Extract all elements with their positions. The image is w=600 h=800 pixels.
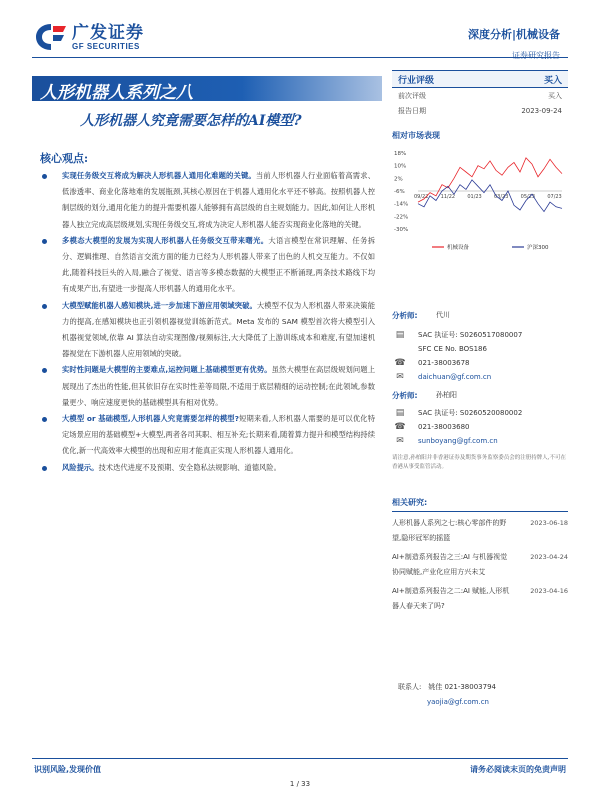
page-number: 1 / 33 xyxy=(289,780,311,788)
core-heading: 核心观点: xyxy=(40,152,89,165)
footer-disclaimer: 请务必阅读末页的免责声明 xyxy=(470,765,566,774)
report-category: 深度分析|机械设备 xyxy=(467,28,560,41)
series-banner xyxy=(32,76,382,101)
bullet-dot-icon xyxy=(42,174,47,179)
core-bullets xyxy=(40,168,375,476)
analyst-name-row xyxy=(392,308,568,322)
related-title[interactable]: 人形机器人系列之七:核心零部件的野望,隐形冠军的摇篮 xyxy=(392,519,507,542)
report-type: 证券研究报告 xyxy=(512,51,560,60)
bullet-item xyxy=(40,298,375,363)
bullet-bold: 多模态大模型的发展为实现人形机器人任务级交互带来曙光。 xyxy=(62,235,269,245)
analyst-phone-row xyxy=(392,420,568,434)
bullet-dot-icon xyxy=(42,368,47,373)
company-name-en: GF SECURITIES xyxy=(72,41,140,51)
x-tick-label: 11/22 xyxy=(440,194,456,200)
x-tick-label: 07/23 xyxy=(547,194,562,200)
analyst-sac-row xyxy=(392,406,568,420)
report-subtitle: 人形机器人究竟需要怎样的AI模型? xyxy=(80,113,302,129)
document-icon: ▤ xyxy=(395,330,405,340)
y-tick-label: -30% xyxy=(394,227,409,233)
bullet-bold: 大模型赋能机器人感知模块,进一步加速下游应用领域突破。 xyxy=(62,300,257,310)
y-tick-label: -22% xyxy=(394,214,409,221)
related-item[interactable] xyxy=(392,550,568,580)
legend-label: 机械设备 xyxy=(447,245,470,251)
related-date: 2023-06-18 xyxy=(530,519,568,527)
bullet-text: 当前人形机器人行业面临着高需求、低渗透率、商业化落地难的发展瓶颈,其核心原因在于机器人通用化水平还不够高。按照机器人控制层级的划分,通用化能力的提升需要机器人能够拥有高层级的自主规划能力。因此,如何让人形机器人独立完成高层级规划,实现任务级交互,将成为决定人形机器人能否实现商业化落地的关键。 xyxy=(62,171,375,229)
analyst-sac: SAC 执证号: S0260517080007 xyxy=(418,331,523,339)
series-line xyxy=(418,180,562,212)
rating-bar xyxy=(392,70,568,88)
analyst-email-row xyxy=(392,434,568,448)
header-divider xyxy=(32,57,568,58)
footer-divider xyxy=(32,758,568,759)
prev-rating-label: 前次评级 xyxy=(398,91,426,100)
prev-rating-row xyxy=(392,88,568,103)
bullet-item xyxy=(40,411,375,460)
contact-name-phone: 姚佳 021-38003794 xyxy=(428,683,496,691)
analyst-label: 分析师: xyxy=(392,310,418,320)
report-date-label: 报告日期 xyxy=(398,106,426,115)
chart-section-title: 相对市场表现 xyxy=(392,131,440,140)
analyst-sfc: SFC CE No. BOS186 xyxy=(418,345,487,353)
x-tick-label: 03/23 xyxy=(494,194,509,200)
related-item[interactable] xyxy=(392,584,568,614)
y-tick-label: -6% xyxy=(394,189,405,195)
analyst-phone: 021-38003678 xyxy=(418,359,470,367)
bullet-item xyxy=(40,362,375,411)
related-title[interactable]: AI+制造系列报告之二:AI 赋能,人形机器人春天来了吗? xyxy=(392,587,510,610)
document-icon: ▤ xyxy=(395,408,405,418)
analyst-email[interactable]: sunboyang@gf.com.cn xyxy=(418,437,498,445)
analyst-phone: 021-38003680 xyxy=(418,423,470,431)
bullet-bold: 大模型 or 基础模型,人形机器人究竟需要怎样的模型? xyxy=(62,414,239,424)
bullet-text: 大模型不仅为人形机器人带来决策能力的提高,在感知模块也正引领机器视觉训练新范式。Meta 发布的 SAM 模型首次将大模型引入机器视觉领域,依靠 AI 算法自动实现图像/视频标注,大大降低了上游训练成本和难度,有望加速机器视觉在下游机器人应用领域的突破。 xyxy=(62,300,375,359)
bullet-item xyxy=(40,233,375,298)
related-research xyxy=(392,497,568,614)
bullet-text: 技术迭代进度不及预期、安全隐私法规影响、道德风险。 xyxy=(98,462,281,472)
phone-icon: ☎ xyxy=(394,422,406,432)
footer-slogan: 识别风险,发现价值 xyxy=(34,765,102,774)
chart-svg xyxy=(392,147,568,257)
analyst-phone-row xyxy=(392,356,568,370)
x-tick-label: 05/23 xyxy=(520,194,536,200)
related-date: 2023-04-16 xyxy=(530,587,568,595)
contact-email[interactable]: yaojia@gf.com.cn xyxy=(427,698,489,706)
rating-value: 买入 xyxy=(543,75,562,86)
analyst-email[interactable]: daichuan@gf.com.cn xyxy=(418,373,492,381)
report-date-row xyxy=(392,103,568,118)
prev-rating-value: 买入 xyxy=(548,91,562,100)
legend-label: 沪深300 xyxy=(527,245,549,251)
bullet-text: 虽然大模型在高层级规划问题上展现出了杰出的性能,但其依旧存在实时性差等局限,不适用于底层精细的运动控制;在此领域,参数量更少、响应速度更快的基础模型具有相对优势。 xyxy=(62,365,375,407)
related-item[interactable] xyxy=(392,516,568,546)
company-name-cn: 广发证券 xyxy=(72,22,144,43)
bullet-text: 短期来看,人形机器人需要的是可以优化特定场景应用的基础模型+大模型,两者各司其职、相互补充;长期来看,随着算力提升和模型结构持续优化,新一代高效率大模型的出现和应用才能真正实现人形机器人通用化。 xyxy=(62,414,375,456)
x-tick-label: 01/23 xyxy=(467,194,482,200)
bullet-item xyxy=(40,460,375,476)
bullet-dot-icon xyxy=(42,304,47,309)
analysts-section xyxy=(392,308,568,472)
bullet-text: 大语言模型在常识理解、任务拆分、逻辑推理、自然语言交流方面的能力已经为人形机器人带来了出色的人机交互能力。不仅如此,随着科技巨头的入局,融合了视觉、语言等多模态数据的大模型正不断涌现,两条技术路线下均有成果产出,有望进一步提高人形机器人的通用化水平。 xyxy=(62,235,376,294)
x-tick-label: 09/22 xyxy=(414,194,429,200)
analyst-email-row xyxy=(392,370,568,384)
related-date: 2023-04-24 xyxy=(530,553,568,561)
phone-icon: ☎ xyxy=(394,358,406,368)
analyst-label: 分析师: xyxy=(392,390,418,400)
sidebar xyxy=(392,70,568,257)
y-tick-label: 10% xyxy=(394,163,407,170)
analyst-sfc-row xyxy=(392,342,568,356)
bullet-dot-icon xyxy=(42,466,47,471)
mail-icon: ✉ xyxy=(396,372,404,382)
y-tick-label: 2% xyxy=(394,176,403,183)
mail-icon: ✉ xyxy=(396,436,404,446)
bullet-dot-icon xyxy=(42,239,47,244)
analyst-name-row xyxy=(392,388,568,402)
contact-section xyxy=(398,680,496,710)
related-heading: 相关研究: xyxy=(392,497,568,512)
bullet-bold: 实时性问题是大模型的主要难点,运控问题上基础模型更有优势。 xyxy=(62,365,272,375)
rating-label: 行业评级 xyxy=(398,75,435,86)
bullet-dot-icon xyxy=(42,417,47,422)
y-tick-label: 18% xyxy=(394,151,407,157)
analyst-sac-row xyxy=(392,328,568,342)
relative-performance-chart xyxy=(392,147,568,257)
contact-label: 联系人: xyxy=(398,683,422,691)
y-tick-label: -14% xyxy=(394,201,409,208)
related-title[interactable]: AI+制造系列报告之三:AI 与机器视觉协同赋能,产业化应用方兴未艾 xyxy=(392,553,508,576)
company-logo xyxy=(34,22,144,52)
analyst-sac: SAC 执证号: S0260520080002 xyxy=(418,409,523,417)
series-title: 人形机器人系列之八 xyxy=(40,83,193,103)
bullet-bold: 实现任务级交互将成为解决人形机器人通用化难题的关键。 xyxy=(62,171,256,180)
gf-logo-icon xyxy=(34,22,68,52)
report-date-value: 2023-09-24 xyxy=(521,106,562,115)
analyst-disclaimer: 请注意,孙柏阳并非香港证券及期货事务监察委员会的注册持牌人,不可在香港从事受监管活动。 xyxy=(392,455,566,470)
bullet-bold: 风险提示。 xyxy=(62,462,99,472)
analyst-name: 孙柏阳 xyxy=(436,391,457,399)
bullet-item xyxy=(40,168,375,233)
analyst-name: 代川 xyxy=(436,311,450,319)
